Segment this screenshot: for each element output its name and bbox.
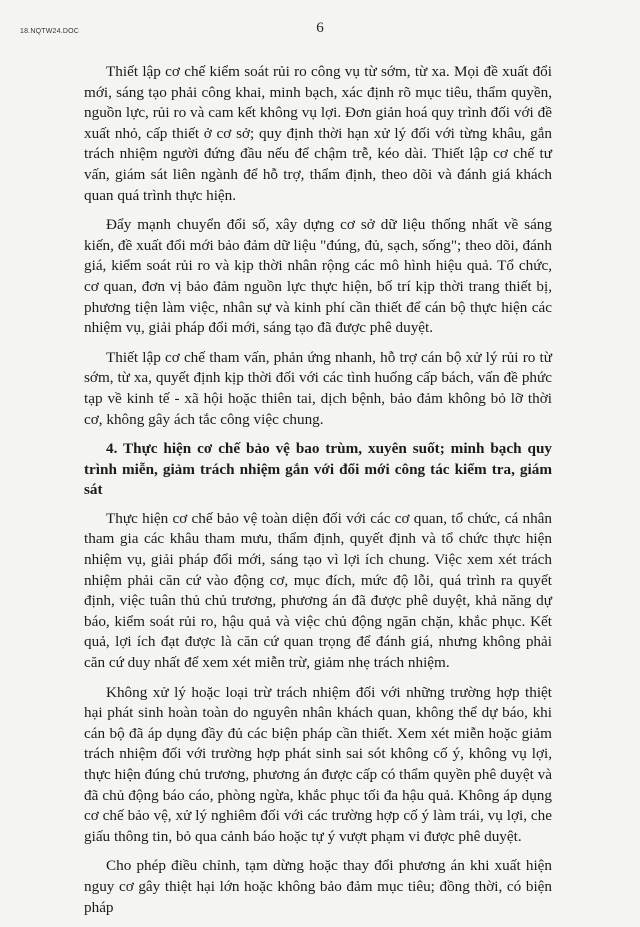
page-number: 6 (316, 20, 324, 36)
paragraph-protection-mechanism: Thực hiện cơ chế bảo vệ toàn diện đối với các cơ quan, tổ chức, cá nhân tham gia các khâu tham mưu, thẩm định, quyết định và tổ chức thực hiện nhiệm vụ, giải pháp đổi mới, sáng tạo vì lợi ích chung. Việc xem xét trách nhiệm phải căn cứ vào động cơ, mục đích, mức độ lỗi, quá trình ra quyết định, việc tuân thủ chủ trương, phương án đã được phê duyệt, khả năng dự báo, kiểm soát rủi ro, hậu quả và việc chủ động ngăn chặn, khắc phục. Kết quả, lợi ích đạt được là căn cứ quan trọng để đánh giá, nhưng không phải căn cứ duy nhất để xem xét miễn trừ, giảm nhẹ trách nhiệm. (84, 509, 552, 672)
document-id: 18.NQTW24.DOC (20, 28, 79, 35)
section-heading-4: 4. Thực hiện cơ chế bảo vệ bao trùm, xuyên suốt; minh bạch quy trình miễn, giảm trách nhiệm gắn với đổi mới công tác kiểm tra, giám sát (84, 440, 552, 499)
paragraph-liability-exemption: Không xử lý hoặc loại trừ trách nhiệm đối với những trường hợp thiệt hại phát sinh hoàn toàn do nguyên nhân khách quan, không thể dự báo, khi cán bộ đã áp dụng đầy đủ các biện pháp cần thiết. Xem xét miễn hoặc giảm trách nhiệm đối với trường hợp phát sinh sai sót không cố ý, không vụ lợi, thực hiện đúng chủ trương, phương án được cấp có thẩm quyền phê duyệt và đã chủ động báo cáo, phòng ngừa, khắc phục tối đa hậu quả. Không áp dụng cơ chế bảo vệ, xử lý nghiêm đối với các trường hợp cố ý làm trái, vụ lợi, che giấu thông tin, bỏ qua cảnh báo hoặc tự ý vượt phạm vi được phê duyệt. (84, 683, 552, 845)
document-body (84, 62, 552, 927)
paragraph-plan-adjustment: Cho phép điều chỉnh, tạm dừng hoặc thay đổi phương án khi xuất hiện nguy cơ gây thiệt hại lớn hoặc không bảo đảm mục tiêu; đồng thời, có biện pháp (84, 857, 552, 916)
paragraph-digital-transformation: Đẩy mạnh chuyển đổi số, xây dựng cơ sở dữ liệu thống nhất về sáng kiến, đề xuất đổi mới bảo đảm dữ liệu "đúng, đủ, sạch, sống"; theo dõi, đánh giá, kiểm soát rủi ro và kịp thời nhân rộng các mô hình hiệu quả. Tổ chức, cơ quan, đơn vị bảo đảm nguồn lực thực hiện, bố trí kịp thời trang thiết bị, phương tiện làm việc, nhân sự và kinh phí cần thiết để cán bộ thực hiện các nhiệm vụ, giải pháp đổi mới, sáng tạo đã được phê duyệt. (84, 216, 552, 337)
paragraph-risk-control: Thiết lập cơ chế kiểm soát rủi ro công vụ từ sớm, từ xa. Mọi đề xuất đổi mới, sáng tạo phải công khai, minh bạch, xác định rõ mục tiêu, thẩm quyền, nguồn lực, rủi ro và cam kết không vụ lợi. Đơn giản hoá quy trình đối với đề xuất nhỏ, cấp thiết ở cơ sở; quy định thời hạn xử lý đối với từng khâu, gắn trách nhiệm người đứng đầu nếu để chậm trễ, kéo dài. Thiết lập cơ chế tư vấn, giám sát liên ngành để hỗ trợ, thẩm định, theo dõi và đánh giá khách quan quá trình thực hiện. (84, 63, 552, 204)
paragraph-rapid-response: Thiết lập cơ chế tham vấn, phản ứng nhanh, hỗ trợ cán bộ xử lý rủi ro từ sớm, từ xa, quyết định kịp thời đối với các tình huống cấp bách, vấn đề phức tạp về kinh tế - xã hội hoặc thiên tai, dịch bệnh, bảo đảm không bỏ lỡ thời cơ, không gây ách tắc công việc chung. (84, 348, 552, 428)
